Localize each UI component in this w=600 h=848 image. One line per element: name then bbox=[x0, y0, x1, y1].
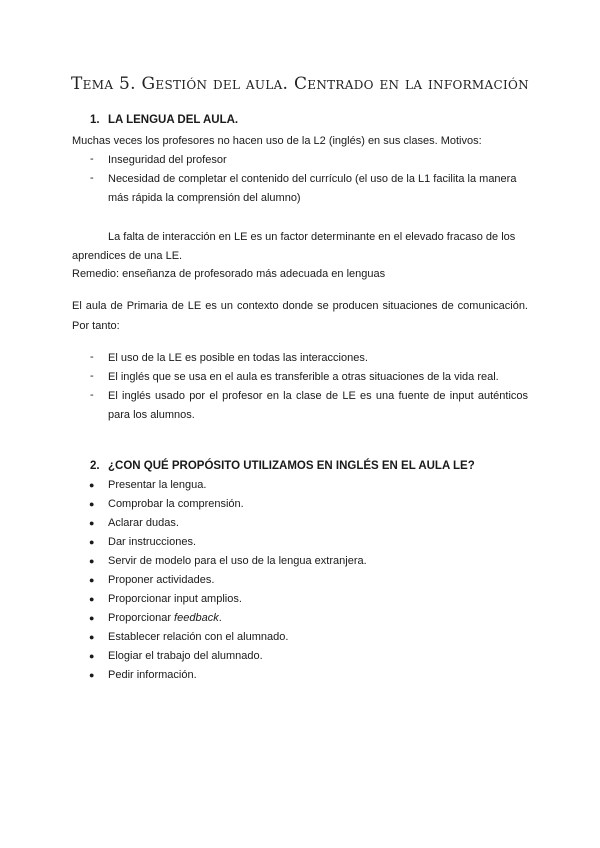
point-item-text: El inglés usado por el profesor en la clase de LE es una fuente de input auténticos bbox=[108, 390, 528, 402]
bullet-icon: ● bbox=[89, 575, 95, 585]
dash-marker: - bbox=[90, 389, 94, 401]
bullet-icon: ● bbox=[89, 537, 95, 547]
section1-title: LA LENGUA DEL AULA. bbox=[108, 114, 239, 126]
dash-marker: - bbox=[90, 370, 94, 382]
point-item bbox=[108, 389, 528, 403]
purpose-item: Elogiar el trabajo del alumnado. bbox=[108, 650, 263, 662]
reason-item-continued: más rápida la comprensión del alumno) bbox=[108, 192, 301, 204]
bullet-icon: ● bbox=[89, 594, 95, 604]
section2-number: 2. bbox=[90, 460, 100, 472]
purpose-item: Pedir información. bbox=[108, 669, 197, 681]
purpose-item: Aclarar dudas. bbox=[108, 517, 179, 529]
purpose-item bbox=[108, 611, 222, 625]
paragraph-2-text: El aula de Primaria de LE es un contexto donde se producen situaciones de comunicación. bbox=[72, 300, 528, 312]
point-item: El inglés que se usa en el aula es transferible a otras situaciones de la vida real. bbox=[108, 371, 499, 383]
purpose-item-end: . bbox=[218, 612, 222, 624]
reason-item: Necesidad de completar el contenido del currículo (el uso de la L1 facilita la manera bbox=[108, 173, 517, 185]
purpose-item: Servir de modelo para el uso de la lengua extranjera. bbox=[108, 555, 367, 567]
paragraph-2-line-2: Por tanto: bbox=[72, 320, 120, 332]
remedy-line: Remedio: enseñanza de profesorado más adecuada en lenguas bbox=[72, 268, 386, 280]
paragraph-1-line-1: La falta de interacción en LE es un factor determinante en el elevado fracaso de los bbox=[108, 231, 516, 243]
purpose-item: Establecer relación con el alumnado. bbox=[108, 631, 289, 643]
section1-intro: Muchas veces los profesores no hacen uso de la L2 (inglés) en sus clases. Motivos: bbox=[72, 135, 482, 147]
section1-heading bbox=[90, 113, 238, 127]
bullet-icon: ● bbox=[89, 670, 95, 680]
section2-title: ¿CON QUÉ PROPÓSITO UTILIZAMOS EN INGLÉS EN EL AULA LE? bbox=[108, 460, 475, 472]
paragraph-1-line-2: aprendices de una LE. bbox=[72, 250, 183, 262]
bullet-icon: ● bbox=[89, 632, 95, 642]
purpose-item-start: Proporcionar bbox=[108, 612, 175, 624]
feedback-term: feedback bbox=[174, 612, 219, 624]
section1-number: 1. bbox=[90, 114, 100, 126]
bullet-icon: ● bbox=[89, 518, 95, 528]
reason-item: Inseguridad del profesor bbox=[108, 154, 227, 166]
purpose-item: Proponer actividades. bbox=[108, 574, 215, 586]
point-item: El uso de la LE es posible en todas las interacciones. bbox=[108, 352, 368, 364]
dash-marker: - bbox=[90, 351, 94, 363]
bullet-icon: ● bbox=[89, 613, 95, 623]
purpose-item: Dar instrucciones. bbox=[108, 536, 197, 548]
dash-marker: - bbox=[90, 153, 94, 165]
point-item-continued: para los alumnos. bbox=[108, 409, 195, 421]
page-title: Tema 5. Gestión del aula. Centrado en la información bbox=[71, 74, 529, 94]
bullet-icon: ● bbox=[89, 480, 95, 490]
purpose-item: Comprobar la comprensión. bbox=[108, 498, 244, 510]
bullet-icon: ● bbox=[89, 556, 95, 566]
bullet-icon: ● bbox=[89, 499, 95, 509]
purpose-item: Presentar la lengua. bbox=[108, 479, 207, 491]
bullet-icon: ● bbox=[89, 651, 95, 661]
dash-marker: - bbox=[90, 172, 94, 184]
section2-heading bbox=[90, 459, 475, 473]
purpose-item: Proporcionar input amplios. bbox=[108, 593, 242, 605]
paragraph-2-line-1 bbox=[72, 299, 528, 313]
